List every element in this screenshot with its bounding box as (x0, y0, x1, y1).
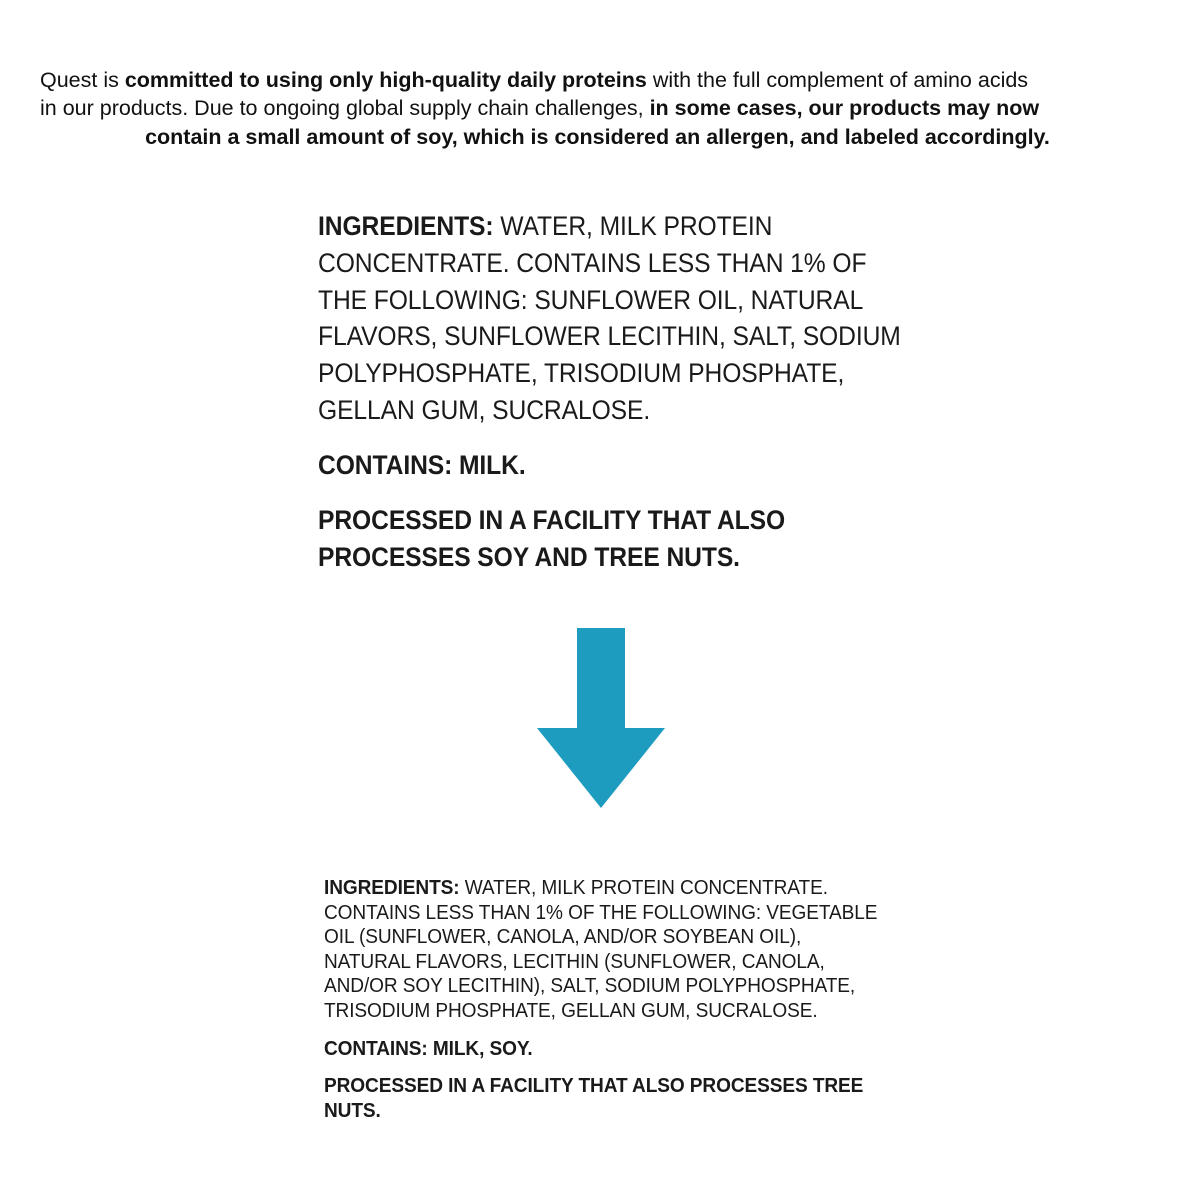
new-ingredients-paragraph (324, 876, 878, 1024)
disclaimer-line-1-emphasis: committed to using only high-quality daily proteins (124, 68, 647, 92)
previous-label-panel (318, 208, 918, 593)
disclaimer-line-1 (40, 66, 1165, 94)
new-facility-statement (324, 1074, 864, 1123)
new-facility-line-1: PROCESSED IN A FACILITY THAT ALSO PROCESSES TREE (324, 1074, 864, 1098)
new-ingredients-line-5: AND/OR SOY LECITHIN), SALT, SODIUM POLYPHOSPHATE, (324, 974, 856, 998)
previous-ingredients-line-2: CONCENTRATE. CONTAINS LESS THAN 1% OF (318, 247, 867, 278)
disclaimer-line-2-part-a: in our products. Due to ongoing global supply chain challenges, (40, 96, 650, 121)
previous-ingredients-line-3: THE FOLLOWING: SUNFLOWER OIL, NATURAL (318, 284, 864, 315)
previous-ingredients-lead: INGREDIENTS: (318, 211, 494, 241)
new-ingredients-line-4: NATURAL FLAVORS, LECITHIN (SUNFLOWER, CANOLA, (324, 949, 825, 973)
new-facility-line-2: NUTS. (324, 1098, 381, 1122)
new-ingredients-line-1 (324, 876, 854, 901)
previous-facility-statement (318, 502, 876, 576)
disclaimer-line-2-emphasis: in some cases, our products may now (649, 96, 1040, 121)
disclaimer-line-2 (40, 94, 1165, 122)
disclaimer-line-3-emphasis: contain a small amount of soy, which is considered an allergen, and labeled accordingly. (145, 124, 1050, 149)
down-arrow-icon (537, 628, 665, 808)
new-ingredients-line-3: OIL (SUNFLOWER, CANOLA, AND/OR SOYBEAN OIL), (324, 925, 802, 949)
new-ingredients-line-2: CONTAINS LESS THAN 1% OF THE FOLLOWING: VEGETABLE (324, 900, 878, 924)
previous-facility-line-1: PROCESSED IN A FACILITY THAT ALSO (318, 504, 786, 535)
previous-ingredients-paragraph (318, 208, 901, 429)
disclaimer-paragraph (40, 66, 1165, 151)
new-label-panel (324, 876, 894, 1136)
disclaimer-line-1-part-a: Quest is (40, 68, 125, 92)
new-ingredients-lead: INGREDIENTS: (324, 876, 460, 899)
previous-facility-line-2: PROCESSES SOY AND TREE NUTS. (318, 541, 740, 572)
new-ingredients-line-1-text: WATER, MILK PROTEIN CONCENTRATE. (459, 876, 828, 899)
previous-contains-statement: CONTAINS: MILK. (318, 449, 526, 480)
previous-ingredients-line-5: POLYPHOSPHATE, TRISODIUM PHOSPHATE, (318, 358, 845, 389)
previous-ingredients-line-1-text: WATER, MILK PROTEIN (493, 211, 773, 241)
previous-ingredients-line-1 (318, 208, 876, 245)
disclaimer-line-1-part-c: with the full complement of amino acids (646, 68, 1029, 92)
new-contains-statement: CONTAINS: MILK, SOY. (324, 1036, 533, 1060)
previous-ingredients-line-4: FLAVORS, SUNFLOWER LECITHIN, SALT, SODIUM (318, 321, 901, 352)
new-ingredients-line-6: TRISODIUM PHOSPHATE, GELLAN GUM, SUCRALOSE. (324, 998, 818, 1022)
disclaimer-line-3 (40, 123, 1165, 151)
previous-ingredients-line-6: GELLAN GUM, SUCRALOSE. (318, 395, 651, 426)
